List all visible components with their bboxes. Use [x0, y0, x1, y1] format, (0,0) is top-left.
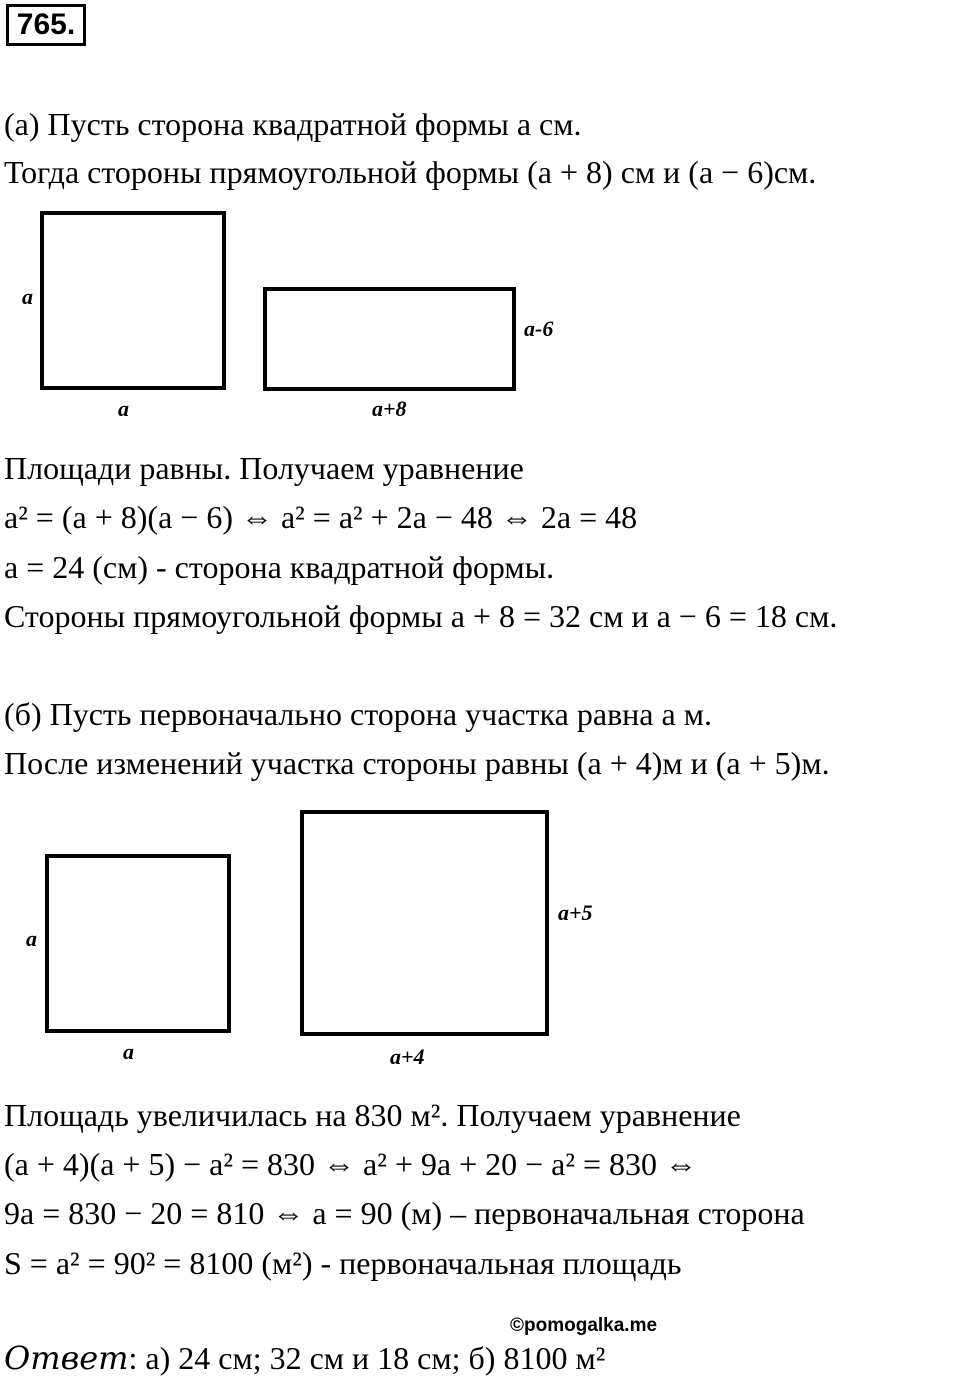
part-b-line-1: (б) Пусть первоначально сторона участка равна a м. [4, 696, 712, 732]
part-b-line-5: 9a = 830 − 20 = 810 ⇔ a = 90 (м) – первоначальная сторона [4, 1195, 805, 1231]
label-rect-side: a-6 [524, 316, 554, 341]
part-a-line-5: a = 24 (см) - сторона квадратной формы. [4, 549, 555, 585]
label-square-bottom: a [118, 396, 129, 421]
part-b-line-3: Площадь увеличилась на 830 м². Получаем уравнение [4, 1097, 741, 1133]
big-square-b [302, 812, 547, 1034]
answer-line [4, 1338, 605, 1378]
answer-label: Ответ [4, 1339, 129, 1377]
label-big-bottom: a+4 [390, 1044, 425, 1069]
label-square-b-bottom: a [123, 1039, 134, 1064]
answer-text: : а) 24 см; 32 см и 18 см; б) 8100 м² [128, 1340, 606, 1376]
part-a-line-3: Площади равны. Получаем уравнение [4, 450, 524, 486]
part-b-line-4: (a + 4)(a + 5) − a² = 830 ⇔ a² + 9a + 20 − a² = 830 ⇔ [4, 1146, 697, 1182]
label-big-side: a+5 [558, 900, 593, 925]
square-a [42, 213, 224, 388]
label-rect-bottom: a+8 [372, 396, 407, 421]
part-a-line-1: (а) Пусть сторона квадратной формы a см. [4, 106, 582, 142]
part-b-line-6: S = a² = 90² = 8100 (м²) - первоначальная площадь [4, 1245, 682, 1281]
figure-a [0, 200, 960, 430]
watermark: ©pomogalka.me [510, 1315, 658, 1336]
part-a-line-4: a² = (a + 8)(a − 6) ⇔ a² = a² + 2a − 48 ⇔ 2a = 48 [4, 499, 638, 535]
figure-b [0, 800, 960, 1080]
problem-number: 765. [6, 4, 86, 46]
rectangle-a [265, 289, 514, 389]
label-square-side: a [22, 284, 33, 309]
part-a-line-6: Стороны прямоугольной формы a + 8 = 32 см и a − 6 = 18 см. [4, 598, 838, 634]
label-square-b-side: a [26, 926, 37, 951]
part-a-line-2: Тогда стороны прямоугольной формы (a + 8) см и (a − 6)см. [4, 154, 817, 190]
square-b [47, 856, 229, 1031]
part-b-line-2: После изменений участка стороны равны (a + 4)м и (a + 5)м. [4, 745, 830, 781]
